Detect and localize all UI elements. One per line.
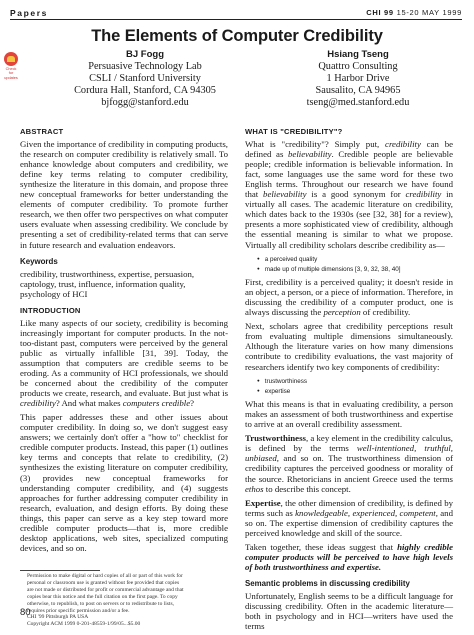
introduction-paragraph-1: Like many aspects of our society, credibility is becoming increasingly important for computer products. In the not-too-distant past, computers were perceived by the general public as virtually infallible [31, 39]. Today, the assumption that computers are credible seems to be eroding. As a community of HCI professionals, we should be concerned about the credibility of the computer products we create, research, and evaluate. But just what is credibility? And what makes computers credible? — [20, 317, 228, 409]
header-section-label: Papers — [10, 8, 48, 18]
author-address: Cordura Hall, Stanford, CA 94305 — [74, 84, 216, 96]
trustworthiness-paragraph: Trustworthiness, a key element in the credibility calculus, is defined by the terms well-intentioned, truthful, unbiased, and so on. The trustworthiness dimension of credibility captures the perceived goodness or morality of the source. Rhetoricians in ancient Greece used the terms ethos to describe this concept. — [245, 433, 453, 494]
what-is-paragraph-1: What is "credibility"? Simply put, credibility can be defined as believability. Credible people are believable people; credible information is believable information. In fact, some languages use the same word for these two English terms. Throughout our research we have found that believability is a good synonym for credibility in virtually all cases. The academic literature on credibility, which dates back to the 1930s (see [32, 38] for a review), presents a more sophisticated view of credibility, although the essential meaning is similar to what we propose. Virtually all credibility scholars describe credibility as— — [245, 139, 454, 250]
what-is-paragraph-3: Next, scholars agree that credibility perceptions result from evaluating multiple dimensions simultaneously. Although the literature varies on how many dimensions contribute to credibility evaluations, the vast majority of researchers identify two key components of credibility: — [245, 321, 453, 372]
author-affiliation: CSLI / Stanford University — [89, 72, 201, 84]
crossmark-icon — [4, 52, 18, 66]
right-column — [245, 127, 453, 635]
semantic-problems-heading: Semantic problems in discussing credibility — [245, 578, 410, 588]
list-item: ● expertise — [267, 386, 453, 396]
crossmark-label: Check for updates — [4, 67, 18, 80]
expertise-paragraph: Expertise, the other dimension of credibility, is defined by terms such as knowledgeable, experienced, competent, and so on. The expertise dimension of credibility captures the perceived knowledge and skill of the source. — [245, 497, 453, 538]
what-is-paragraph-4: What this means is that in evaluating credibility, a person makes an assessment of both trustworthiness and expertise to arrive at an overall credibility assessment. — [245, 399, 453, 430]
author-affiliation: Quattro Consulting — [318, 60, 398, 72]
header-conference-dates: 15-20 MAY 1999 — [396, 8, 462, 17]
header-conference-name: CHI 99 — [366, 8, 394, 17]
credibility-bullet-list — [245, 254, 453, 275]
list-item: ● trustworthiness — [267, 376, 453, 386]
introduction-paragraph-2: This paper addresses these and other issues about computer credibility. In doing so, we don't suggest easy answers; we certainly don't offer a "how to" checklist for credible computer products. Instead, this paper (1) outlines key terms and concepts that relate to credibility, (2) synthesizes the existing literature on computer credibility, (3) provides new conceptual frameworks for understanding computer credibility, and (4) suggests approaches for further addressing computer credibility in research, evaluation, and design efforts. By doing these things, this paper can serve as a key step toward more credible computer products—that is, more credible desktop applications, web sites, specialized computing devices, and so on. — [20, 412, 228, 553]
author-address: 1 Harbor Drive — [326, 72, 390, 84]
crossmark-badge[interactable] — [3, 52, 19, 80]
author-name: BJ Fogg — [126, 49, 164, 60]
footnote-rule — [20, 570, 100, 571]
introduction-heading: INTRODUCTION — [20, 305, 81, 315]
author-block-1 — [60, 49, 230, 109]
keywords-heading: Keywords — [20, 256, 58, 266]
keywords-text: credibility, trustworthiness, expertise, persuasion, captology, trust, influence, information quality, psychology of HCI — [20, 268, 195, 299]
list-item: ● made up of multiple dimensions [3, 9, 32, 38, 40] — [267, 264, 453, 274]
what-is-credibility-heading: WHAT IS "CREDIBILITY"? — [245, 127, 343, 136]
page-number: 80 — [20, 607, 31, 618]
author-name: Hsiang Tseng — [327, 49, 389, 60]
list-item: ● a perceived quality — [267, 254, 453, 264]
header-rule — [10, 19, 462, 20]
left-column — [20, 127, 228, 557]
author-block-2 — [268, 49, 448, 109]
header-conference — [366, 8, 462, 17]
semantic-problems-text: Unfortunately, English seems to be a difficult language for discussing credibility. Often in the academic literature—both in psychology and in HCI—writers have used the terms — [245, 590, 453, 632]
author-email: bjfogg@stanford.edu — [101, 96, 189, 108]
author-email: tseng@med.stanford.edu — [306, 96, 410, 108]
what-is-paragraph-2: First, credibility is a perceived quality; it doesn't reside in an object, a person, or a piece of information. Therefore, in discussing the credibility of a computer product, one is always discussing the perception of credibility. — [245, 277, 453, 318]
author-affiliation: Persuasive Technology Lab — [88, 60, 202, 72]
components-bullet-list — [245, 376, 453, 397]
paper-title: The Elements of Computer Credibility — [91, 27, 383, 45]
abstract-text: Given the importance of credibility in computing products, the research on computer credibility is relatively small. To enhance knowledge about computers and credibility, we define key terms relating to computer credibility, synthesize the literature in this domain, and propose three new conceptual frameworks for better understanding the elements of computer credibility. To promote further research, we then offer two perspectives on what computer users evaluate when assessing credibility. We conclude by presenting a set of credibility-related terms that can serve in future research and evaluation endeavors. — [20, 139, 228, 250]
copyright-notice: Permission to make digital or hard copies of all or part of this work for personal or classroom use is granted without fee provided that copies are not made or distributed for profit or commercial advantage and that copies bear this notice and the full citation on the first page. To copy otherwise, to republish, to post on servers or to redistribute to lists, requires prior specific permission and/or a fee. CHI '99 Pittsburgh PA USA Copyright ACM 1999 0-201-48559-1/99/05...$5.00 — [27, 573, 184, 628]
author-address: Sausalito, CA 94965 — [315, 84, 401, 96]
what-is-paragraph-5: Taken together, these ideas suggest that highly credible computer products will be perceived to have high levels of both trustworthiness and expertise. — [245, 541, 453, 572]
abstract-heading: ABSTRACT — [20, 127, 64, 136]
